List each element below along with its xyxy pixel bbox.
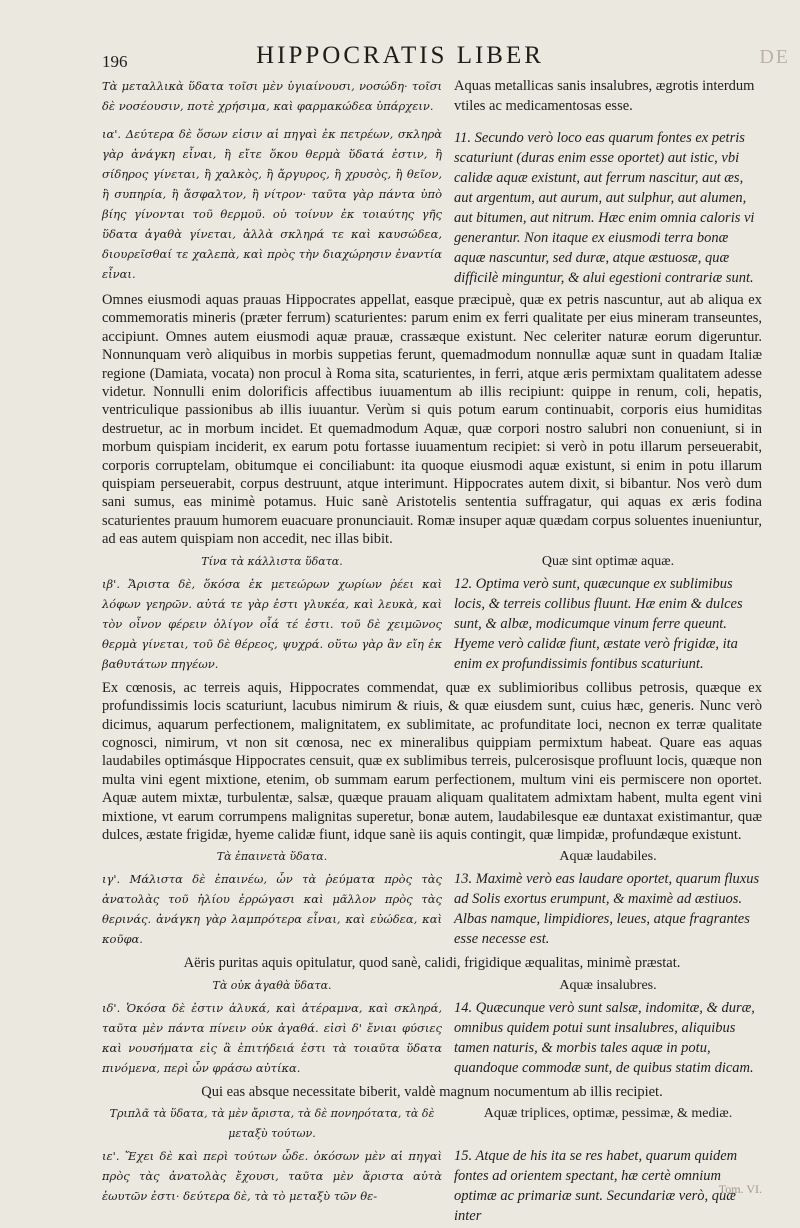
section-headings [102, 552, 762, 572]
greek-section-heading: Τριπλᾶ τὰ ὕδατα, τὰ μὲν ἄριστα, τὰ δὲ πονηρότατα, τὰ δὲ μεταξὺ τούτων. [109, 1107, 435, 1141]
commentary-paragraph: Omnes eiusmodi aquas prauas Hippocrates appellat, easque præcipuè, quæ ex petris nascuntur, aut ab aliqua ex commemoratis mineris (præter ferrum) scaturientes: parum enim ex ferri qualitate per eius mineram transeuntes, accipiunt. Omnes autem eiusmodi aquæ prauæ, crassæque existunt. Nec celeriter naturæ eorum digeruntur. Nonnunquam verò aliquibus in morbis suppetias ferunt, quemadmodum nonnullæ aquæ sunt in quadam Italiæ regione (Damiata, vocata) non procul à Roma sita, scaturientes, in ferri, atque æris permixtam qualitatem adesse videtur. Nonnulli enim dolorificis affectibus iuuamentum ab illis recipiunt: quippe in renum, coli, hepatis, ventriculique passionibus ab illis iuuantur. Verùm si quis potum earum continuabit, corporis eius humiditas destruetur, ac in morbum incidet. Et quemadmodum Aquæ, quæ corpori nostro salubri non conueniunt, si in morbum quispiam inciderit, ex earum potu fortasse iuuamentum recipiet: si verò in potu illarum perseuerabit, corporis corruptelam, obitumque ei conciliabunt: ita quoque eiusmodi aquæ existunt, si enim in potu illarum quispiam perseuerabit, corpus destruunt, atque interimunt. Hippocrates autem dixit, si bibantur. Nos verò dum sani sumus, eas minimè potamus. Huic sanè Aristotelis sententia suffragatur, qui aquas ex æris fodina scaturientes prauum humorem euacuare pronunciauit. Romæ insuper aquæ quædam corpus soluentes inueniuntur, ad eas autem quispiam non accedit, nec illas bibit. [102, 292, 762, 548]
latin-paragraph: 13. Maximè verò eas laudare oportet, quarum fluxus ad Solis exortus erumpunt, & maximè ad æstiuos. Albas namque, limpidiores, leues, atque fragrantes esse necesse est. [454, 871, 760, 948]
greek-paragraph: ιε'. Ἔχει δὲ καὶ περὶ τούτων ὧδε. ὁκόσων μὲν αἱ πηγαὶ πρὸς τὰς ἀνατολὰς ἔχουσι, ταῦτα μὲν ἄριστα αὐτὰ ἑωυτῶν ἐστι· δεύτερα δὲ, τὰ τὸ μεταξὺ τῶν θε- [102, 1149, 442, 1204]
greek-section-heading: Τίνα τὰ κάλλιστα ὕδατα. [201, 554, 343, 568]
latin-paragraph: 11. Secundo verò loco eas quarum fontes ex petris scaturiunt (duras enim esse oportet) aut istic, vbi calidæ aquæ existunt, aut ferrum nascitur, aut æs, aut argentum, aut aurum, aut sulphur, aut alumen, aut bitumen, aut nitrum. Hæc enim omnia caloris vi generantur. Non itaque ex eiusmodi terra bonæ aquæ nascuntur, sed duræ, atque æstuosæ, quæ difficilè minguntur, & alui egestioni contrariæ sunt. [454, 130, 755, 286]
section-headings [102, 1104, 762, 1144]
page-header [0, 42, 800, 72]
greek-heading: Τὰ μεταλλικὰ ὕδατα τοῖσι μὲν ὑγιαίνουσι, νοσώδη· τοῖσι δὲ νοσέουσιν, ποτὲ χρήσιμα, καὶ φαρμακώδεα ὑπάρχειν. [102, 79, 442, 113]
greek-column [102, 76, 442, 288]
greek-paragraph: ιβ'. Ἄριστα δὲ, ὅκόσα ἐκ μετεώρων χωρίων ῥέει καὶ λόφων γεηρῶν. αὐτά τε γὰρ ἐστι γλυκέα, καὶ λευκὰ, καὶ τὸν οἶνον φέρειν ὀλίγον οἷά τέ ἐστι. τοῦ δὲ χειμῶνος θερμὰ γίνεται, τοῦ δὲ θέρεος, ψυχρά. οὕτω γὰρ ἂν εἴη ἐκ βαθυτάτων πηγέων. [102, 576, 442, 671]
latin-paragraph: 15. Atque de his ita se res habet, quarum quidem fontes ad orientem spectant, hæ certè omnium optimæ ac primariæ sunt. Secundariæ verò, quæ inter [454, 1148, 738, 1225]
section-1 [102, 76, 762, 288]
section-2 [102, 572, 762, 676]
section-headings [102, 976, 762, 996]
latin-paragraph: 12. Optima verò sunt, quæcunque ex sublimibus locis, & terreis collibus fluunt. Hæ enim & dulces sunt, & albæ, modicumque vinum ferre queunt. Hyeme verò calidæ fiunt, æstate verò frigidæ, ita enim ex profundissimis fontibus scaturiunt. [454, 575, 743, 672]
commentary-paragraph: Aëris puritas aquis opitulatur, quod sanè, calidi, frigidique æqualitas, minimè præstat. [183, 955, 681, 972]
tome-mark: Tom. VI. [718, 1182, 762, 1196]
greek-paragraph: ιδ'. Ὁκόσα δὲ ἐστιν ἁλυκά, καὶ ἀτέραμνα, καὶ σκληρά, ταῦτα μὲν πάντα πίνειν οὐκ ἀγαθά. εἰσὶ δ' ἔνιαι φύσιες καὶ νουσήματα εἰς ἃ ἐπιτήδειά ἐστι τὰ τοιαῦτα ὕδατα πινόμενα, περὶ ὧν φράσω αὐτίκα. [102, 1000, 442, 1075]
greek-section-heading: Τὰ οὐκ ἀγαθὰ ὕδατα. [212, 978, 332, 992]
commentary-paragraph: Qui eas absque necessitate biberit, valdè magnum nocumentum ab illis recipiet. [201, 1083, 663, 1100]
bleed-through-text: DE [759, 46, 790, 68]
section-5 [102, 1144, 762, 1228]
running-title: HIPPOCRATIS LIBER [256, 42, 544, 69]
page-number: 196 [102, 52, 128, 71]
greek-paragraph: ιγ'. Μάλιστα δὲ ἐπαινέω, ὧν τὰ ῥεύματα πρὸς τὰς ἀνατολὰς τοῦ ἡλίου ἐρρώγασι καὶ μᾶλλον πρὸς τὰς θερινάς. ἀνάγκη γὰρ λαμπρότερα εἶναι, καὶ εὐώδεα, καὶ κοῦφα. [102, 872, 442, 947]
section-headings [102, 847, 762, 867]
latin-section-heading: Aquæ insalubres. [559, 977, 657, 993]
latin-heading: Aquas metallicas sanis insalubres, ægrotis interdum vtiles ac medicamentosas esse. [454, 78, 755, 114]
commentary-paragraph: Ex cœnosis, ac terreis aquis, Hippocrates commendat, quæ ex sublimioribus collibus petrosis, quæque ex profundissimis locis scaturiunt, lacubus nimirum & riuis, & quæ eiusdem sunt, cuius hæc, generis. Nunc verò dicimus, aquarum perfectionem, malignitatem, ex sublimitate, ac profunditate loci, necnon ex terræ qualitate cognosci, nimirum, vt non sit cœnosa, nec ex mineralibus quippiam permixtum habeat. Quare eas aquas laudabiles optimásque Hippocrates censuit, quæ ex sublimibus terreis, pulcerosisque profluunt locis, quæque non multa vini egent mixtione, etenim, ob summam earum perfectionem, multum vini eis permiscere non oportet. Aquæ autem mixtæ, turbulentæ, salsæ, quæque prauam aliquam qualitatem admixtam habent, multa egent vini mixtione, vt earum corrumpens malignitas superetur, bonæ autem, laudabilesque eæ duntaxat existimantur, quæ dulces, æstate frigidæ, hyeme calidæ fiunt, idque sanè iis aquis contingit, quæ limpidæ, profundæque existunt. [102, 679, 762, 843]
latin-section-heading: Quæ sint optimæ aquæ. [541, 553, 675, 569]
page-body [102, 76, 762, 1228]
section-3 [102, 867, 762, 951]
greek-section-heading: Τὰ ἐπαινετὰ ὕδατα. [216, 850, 328, 864]
section-4 [102, 996, 762, 1080]
latin-paragraph: 14. Quæcunque verò sunt salsæ, indomitæ, & duræ, omnibus quidem potui sunt insalubres, aliquibus tamen naturis, & morbis tales aquæ in potu, quandoque commodæ sunt, de quibus statim dicam. [454, 999, 755, 1076]
latin-section-heading: Aquæ laudabiles. [559, 849, 657, 865]
latin-column [454, 76, 762, 288]
greek-paragraph: ια'. Δεύτερα δὲ ὅσων εἰσιν αἱ πηγαὶ ἐκ πετρέων, σκληρὰ γὰρ ἀνάγκη εἶναι, ἢ εἴτε ὅκου θερμὰ ὕδατά ἐστιν, ἢ σίδηρος γίνεται, ἢ χαλκὸς, ἢ ἄργυρος, ἢ χρυσὸς, ἢ θεῖον, ἢ συπηρία, ἢ ἄσφαλτον, ἢ νίτρον· ταῦτα γὰρ πάντα ὑπὸ βίης γίνονται τοῦ θερμοῦ. οὐ τοίνυν ἐκ τοιαύτης γῆς ὕδατα ἀγαθὰ γίνεται, ἀλλὰ σκληρά τε καὶ καυσώδεα, διουρεῖσθαί τε χαλεπὰ, καὶ πρὸς τὴν διαχώρησιν ἐναντία εἶναι. [102, 127, 442, 281]
latin-section-heading: Aquæ triplices, optimæ, pessimæ, & mediæ. [483, 1106, 733, 1122]
